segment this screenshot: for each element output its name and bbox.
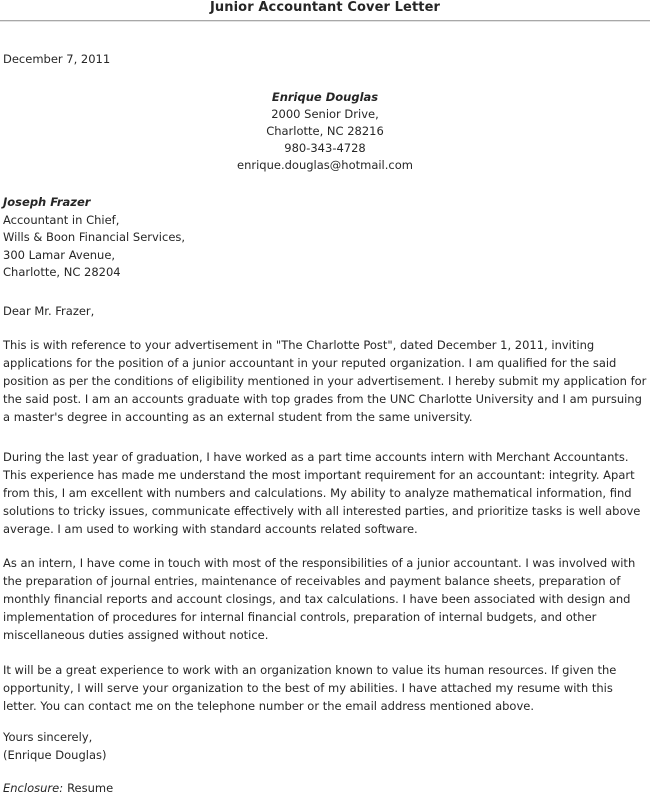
salutation: Dear Mr. Frazer, [3, 303, 95, 318]
recipient-company: Wills & Boon Financial Services, [3, 230, 186, 244]
sender-address-line2: Charlotte, NC 28216 [266, 124, 384, 138]
sender-address-line1: 2000 Senior Drive, [271, 107, 379, 121]
enclosure-line [3, 781, 647, 794]
sender-phone: 980-343-4728 [284, 141, 366, 155]
signature: (Enrique Douglas) [3, 747, 107, 762]
body-paragraph-2: During the last year of graduation, I have worked as a part time accounts intern with Merchant Accountants. This experience has made me understand the most important requirement for an accountant: integrity. Apart from this, I am excellent with numbers and calculations. My ability to analyze mathematical information, find solutions to tricky issues, communicate effectively with all interested parties, and prioritize tasks is well above average. I am used to working with standard accounts related software. [3, 449, 641, 536]
recipient-job-title: Accountant in Chief, [3, 212, 120, 227]
recipient-name: Joseph Frazer [3, 195, 91, 209]
closing-block [3, 728, 647, 764]
sender-email: enrique.douglas@hotmail.com [237, 158, 413, 172]
recipient-address-line1: 300 Lamar Avenue, [3, 247, 116, 262]
sender-name: Enrique Douglas [271, 90, 379, 104]
title-divider [0, 20, 650, 22]
page-title: Junior Accountant Cover Letter [209, 0, 441, 15]
body-paragraph-4: It will be a great experience to work with an organization known to value its human resources. If given the opportunity, I will serve your organization to the best of my abilities. I have attached my resume with this letter. You can contact me on the telephone number or the email address mentioned above. [3, 662, 617, 713]
letter-body [0, 52, 650, 794]
body-paragraph-3: As an intern, I have come in touch with most of the responsibilities of a junior accountant. I was involved with the preparation of journal entries, maintenance of receivables and payment balance sheets, preparation of monthly financial reports and account closings, and tax calculations. I have been associated with design and implementation of procedures for internal financial controls, preparation of internal budgets, and other miscellaneous duties assigned without notice. [3, 555, 636, 642]
enclosure-value: Resume [67, 780, 114, 794]
enclosure-label: Enclosure: [3, 780, 64, 794]
recipient-block [3, 194, 647, 282]
date-line: December 7, 2011 [3, 52, 111, 66]
sender-block [3, 89, 647, 174]
valediction: Yours sincerely, [3, 729, 93, 744]
recipient-address-line2: Charlotte, NC 28204 [3, 265, 121, 279]
body-paragraph-1: This is with reference to your advertisement in "The Charlotte Post", dated December 1, 2011, inviting applications for the position of a junior accountant in your reputed organization. I am qualified for the said position as per the conditions of eligibility mentioned in your advertisement. I hereby submit my application for the said post. I am an accounts graduate with top grades from the UNC Charlotte University and I am pursuing a master's degree in accounting as an external student from the same university. [3, 337, 647, 424]
